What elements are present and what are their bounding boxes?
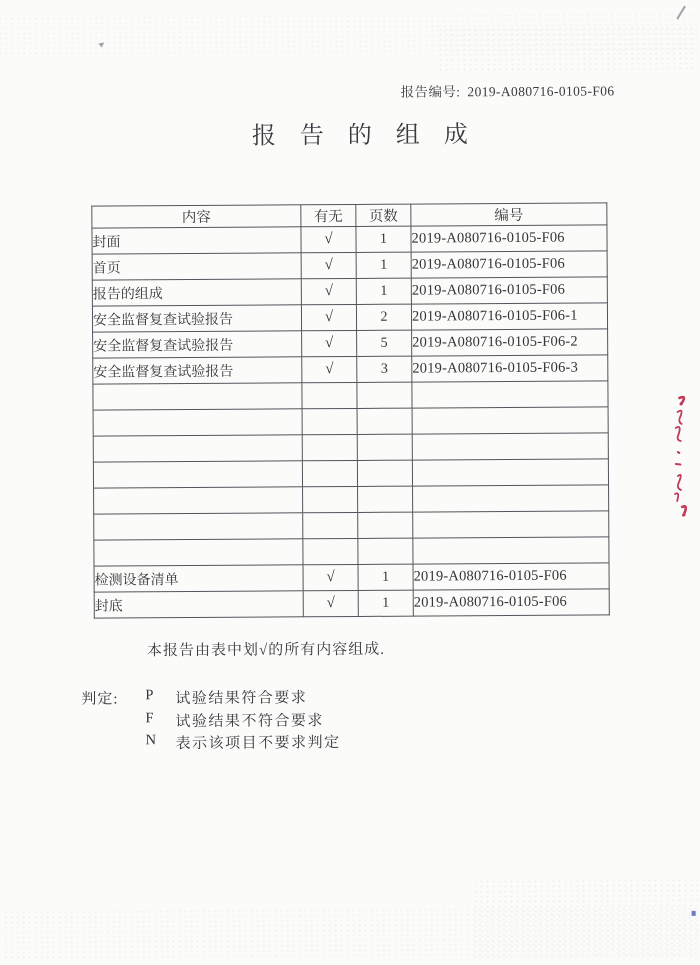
header-content: 内容	[92, 205, 301, 228]
cell-pages	[358, 512, 413, 538]
cell-number	[413, 537, 609, 564]
header-number: 编号	[411, 203, 607, 226]
cell-content	[93, 409, 302, 436]
corner-pen-stroke	[676, 6, 685, 20]
cell-content	[94, 539, 303, 566]
table-row-empty	[94, 511, 609, 540]
cell-content	[93, 461, 302, 488]
table-row-empty	[93, 381, 608, 410]
verdict-legend	[145, 686, 340, 755]
verdict-desc: 表示该项目不要求判定	[175, 735, 341, 753]
header-present: 有无	[301, 204, 356, 226]
red-pen-marks	[665, 394, 690, 520]
cell-present	[302, 382, 357, 408]
cell-present	[302, 434, 357, 460]
cell-pages	[357, 434, 412, 460]
cell-present: √	[301, 278, 356, 304]
table-row	[94, 563, 609, 592]
cell-pages	[357, 460, 412, 486]
verdict-code: P	[145, 687, 154, 704]
report-contents-table	[91, 202, 610, 618]
cell-pages: 1	[358, 590, 413, 616]
cell-pages	[357, 382, 412, 408]
table-row	[93, 329, 608, 358]
cell-present	[303, 538, 358, 564]
cell-number	[413, 511, 609, 538]
cell-pages: 1	[358, 564, 413, 590]
table-row-empty	[94, 485, 609, 514]
verdict-item-p	[145, 686, 340, 710]
gray-smudge-mark	[98, 42, 104, 47]
report-number-label: 报告编号:	[400, 84, 461, 100]
verdict-item-f	[145, 709, 340, 733]
table-header-row	[92, 203, 607, 228]
cell-present: √	[301, 304, 356, 330]
cell-number	[412, 433, 608, 460]
cell-content: 安全监督复查试验报告	[92, 305, 301, 332]
scan-noise-band	[0, 12, 697, 58]
verdict-desc: 试验结果符合要求	[175, 690, 308, 708]
cell-present: √	[301, 252, 356, 278]
cell-content: 安全监督复查试验报告	[93, 331, 302, 358]
cell-number	[412, 407, 608, 434]
verdict-desc: 试验结果不符合要求	[175, 712, 325, 730]
verdict-label: 判定:	[81, 691, 119, 708]
cell-content: 封面	[92, 227, 301, 254]
verdict-code: F	[145, 709, 154, 726]
cell-content	[94, 487, 303, 514]
cell-present	[302, 460, 357, 486]
cell-number: 2019-A080716-0105-F06	[411, 251, 607, 278]
cell-content	[93, 435, 302, 462]
cell-pages: 5	[357, 330, 412, 356]
report-number-line	[401, 79, 615, 100]
scan-noise-band	[437, 26, 697, 74]
scan-noise-band	[472, 878, 700, 959]
cell-content: 检测设备清单	[94, 565, 303, 592]
cell-number: 2019-A080716-0105-F06-1	[411, 303, 607, 330]
cell-pages: 1	[356, 252, 411, 278]
table-row-empty	[94, 537, 609, 566]
cell-content: 封底	[94, 591, 303, 618]
page-title: 报 告 的 组 成	[251, 122, 477, 150]
cell-pages	[357, 408, 412, 434]
cell-present: √	[303, 590, 358, 616]
table-row-empty	[93, 433, 608, 462]
cell-content: 首页	[92, 253, 301, 280]
cell-content	[93, 383, 302, 410]
cell-pages: 1	[356, 226, 411, 252]
table-row	[92, 277, 607, 306]
cell-number: 2019-A080716-0105-F06	[413, 563, 609, 590]
cell-present: √	[302, 356, 357, 382]
table-row	[92, 303, 607, 332]
cell-number	[412, 459, 608, 486]
cell-pages: 3	[357, 356, 412, 382]
cell-present: √	[302, 330, 357, 356]
report-number-value: 2019-A080716-0105-F06	[467, 83, 615, 100]
cell-number	[412, 381, 608, 408]
table-row	[92, 225, 607, 254]
cell-present	[302, 408, 357, 434]
header-pages: 页数	[356, 204, 411, 226]
cell-number: 2019-A080716-0105-F06-2	[412, 329, 608, 356]
cell-pages: 1	[356, 278, 411, 304]
cell-present	[303, 512, 358, 538]
cell-number: 2019-A080716-0105-F06	[411, 225, 607, 252]
composition-note: 本报告由表中划√的所有内容组成.	[146, 641, 386, 660]
table-row	[94, 589, 609, 618]
cell-content	[94, 513, 303, 540]
cell-present	[303, 486, 358, 512]
table-row	[93, 355, 608, 384]
cell-number: 2019-A080716-0105-F06	[413, 589, 609, 616]
cell-content: 安全监督复查试验报告	[93, 357, 302, 384]
table-row-empty	[93, 407, 608, 436]
cell-present: √	[301, 226, 356, 252]
table-row	[92, 251, 607, 280]
verdict-code: N	[145, 732, 157, 749]
cell-number: 2019-A080716-0105-F06	[411, 277, 607, 304]
blue-ink-speck	[692, 911, 696, 916]
cell-present: √	[303, 564, 358, 590]
cell-pages	[358, 486, 413, 512]
cell-content: 报告的组成	[92, 279, 301, 306]
cell-number	[413, 485, 609, 512]
cell-pages	[358, 538, 413, 564]
cell-pages: 2	[356, 304, 411, 330]
cell-number: 2019-A080716-0105-F06-3	[412, 355, 608, 382]
table-row-empty	[93, 459, 608, 488]
verdict-item-n	[146, 731, 341, 755]
scan-noise-band	[3, 906, 700, 962]
